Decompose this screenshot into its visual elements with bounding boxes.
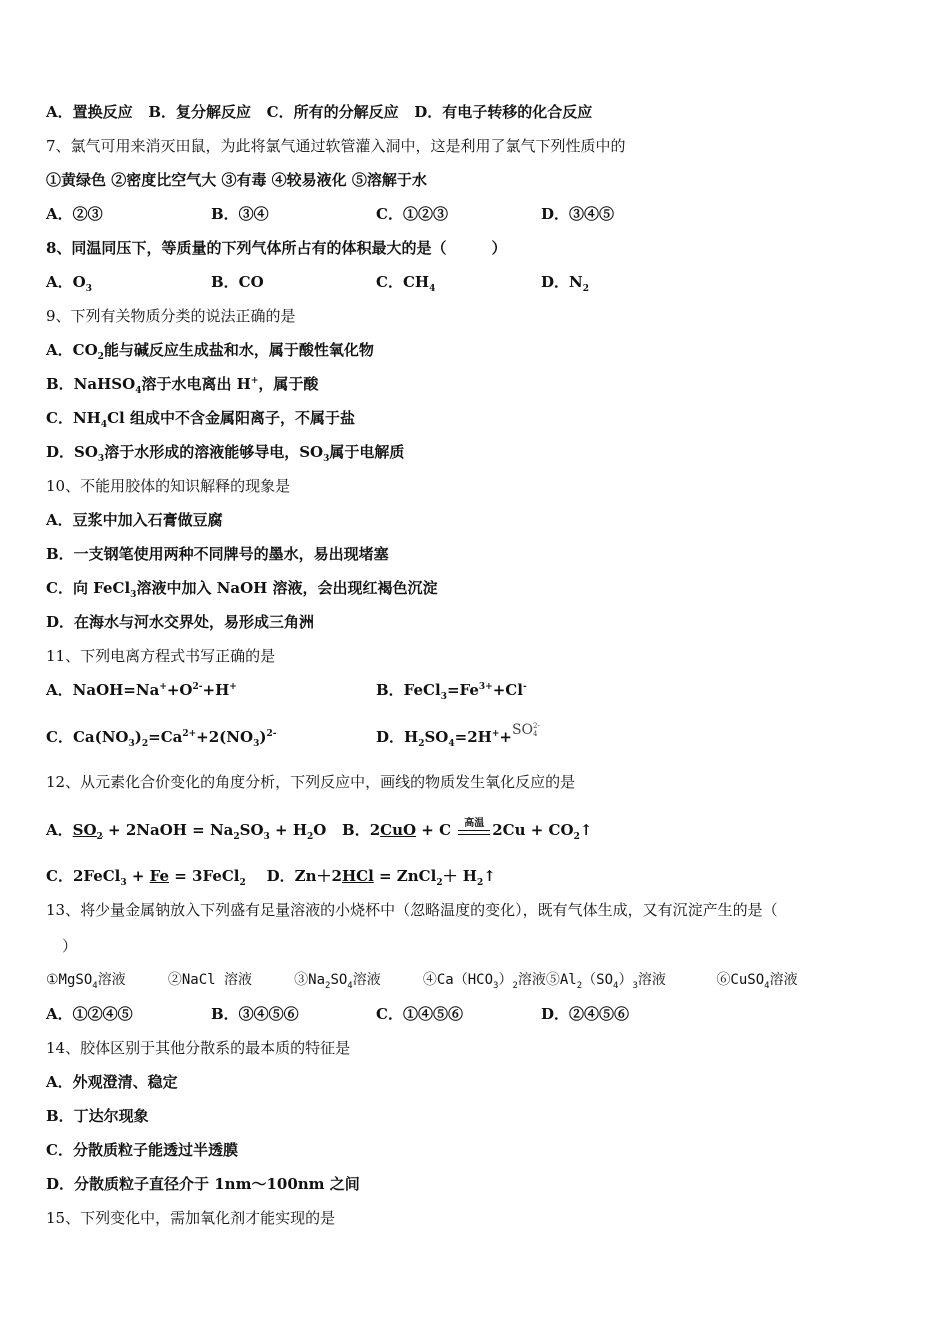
q8-option-c: [376, 272, 541, 292]
q12-c-pre: C．2FeCl: [46, 867, 121, 885]
q8-option-b: B．CO: [211, 273, 264, 291]
q13-s4-b: ）: [498, 972, 513, 988]
q12-b-rest3: ↑: [579, 821, 593, 839]
q13-s1-a: ①MgSO: [46, 972, 93, 988]
q12-d-underlined: HCl: [341, 867, 374, 885]
q13-s1-sub: 4: [92, 980, 98, 991]
q12-b-reaction-arrow: [458, 818, 490, 835]
q10-option-a: A．豆浆中加入石膏做豆腐: [46, 511, 223, 529]
q11-d-ion-sub: 4: [533, 730, 538, 738]
q13-solution-4: [422, 972, 546, 991]
q9-option-d: [46, 442, 404, 462]
q9-d-sub2: 3: [323, 454, 330, 464]
q9-d-sub: 3: [97, 454, 105, 464]
q12-b-rest: + C: [416, 821, 457, 839]
q13-solution-6: [716, 972, 798, 991]
q13-stem-end: ）: [62, 937, 78, 955]
q11-c-4: +2(NO: [196, 728, 254, 746]
q13-s6-b: 溶液: [769, 972, 798, 988]
q13-solutions: [46, 970, 798, 990]
q11-stem: 11、下列电离方程式书写正确的是: [46, 647, 276, 665]
q7-option-c: C．①②③: [376, 205, 448, 223]
q11-d-3: =2H: [454, 728, 492, 746]
q13-s3-c: 溶液: [352, 972, 381, 988]
q12-a-sub3: 3: [263, 832, 270, 842]
q12-a-underlined: [72, 821, 103, 842]
q10-option-d: D．在海水与河水交界处，易形成三角洲: [46, 613, 315, 631]
q8-a-text: A．O: [46, 273, 86, 291]
q13-s3-b: SO: [330, 972, 348, 988]
q9-c-1: C．NH: [46, 409, 101, 427]
q10-stem: 10、不能用胶体的知识解释的现象是: [46, 477, 291, 495]
q11-option-c: [46, 727, 376, 747]
q9-b-3: ，属于酸: [258, 375, 319, 393]
q12-stem: 12、从元素化合价变化的角度分析，下列反应中，画线的物质发生氧化反应的是: [46, 773, 576, 791]
q11-d-sup1: +: [491, 729, 500, 739]
q10-option-c: [46, 578, 438, 598]
q8-stem: 8、同温同压下，等质量的下列气体所占有的体积最大的是（ ）: [46, 239, 507, 257]
q11-c-sup1: 2+: [182, 729, 197, 739]
q6-option-a: A．置换反应: [46, 103, 133, 121]
q6-options: [46, 102, 592, 122]
q12-d-rest2: ＋ H: [442, 867, 477, 885]
q12-a-rest: + 2NaOH = Na: [102, 821, 234, 839]
q6-option-b: B．复分解反应: [148, 103, 251, 121]
q11-d-sulfate-ion: [512, 722, 540, 738]
q9-a-2: 能与碱反应生成盐和水，属于酸性氧化物: [103, 341, 374, 359]
q9-c-2: Cl 组成中不含金属阳离子，不属于盐: [107, 409, 355, 427]
q9-b-2: 溶于水电离出 H: [141, 375, 251, 393]
q7-options: [46, 204, 614, 224]
q13-s4-c: 溶液: [517, 972, 546, 988]
q12-d-rest3: ↑: [483, 867, 496, 885]
q12-b-condition: 高温: [464, 818, 485, 829]
q10-option-b: B．一支钢笔使用两种不同牌号的墨水，易出现堵塞: [46, 545, 389, 563]
q12-b-underlined: CuO: [380, 821, 417, 839]
q11-b-1: B．FeCl: [376, 681, 441, 699]
q12-c-sub1: 3: [120, 878, 127, 888]
q13-options: [46, 1004, 629, 1024]
q7-option-a: A．②③: [46, 205, 103, 223]
q12-c-mid: +: [126, 867, 150, 885]
q7-option-b: B．③④: [211, 205, 269, 223]
q8-option-a: [46, 272, 211, 292]
q13-s4-sub: 3: [493, 980, 499, 991]
q12-b-rest2: 2Cu + CO: [492, 821, 574, 839]
q11-options-ab: [46, 680, 527, 700]
q9-b-sup: +: [250, 376, 259, 386]
q13-option-a: A．①②④⑤: [46, 1005, 133, 1023]
q12-options-ab: [46, 820, 592, 840]
q12-a-rest4: O: [313, 821, 327, 839]
q12-d-rest: = ZnCl: [373, 867, 437, 885]
q13-s5-b: （SO: [582, 972, 614, 988]
q9-stem: 9、下列有关物质分类的说法正确的是: [46, 307, 296, 325]
q13-option-c: C．①④⑤⑥: [376, 1005, 463, 1023]
q12-a-rest3: + H: [269, 821, 307, 839]
q13-solution-5: [545, 972, 666, 991]
q9-a-sub: 2: [97, 352, 104, 362]
q11-a-3: +H: [202, 681, 230, 699]
q13-option-b: B．③④⑤⑥: [211, 1005, 299, 1023]
q14-option-b: B．丁达尔现象: [46, 1107, 149, 1125]
q13-solution-3: [294, 972, 381, 991]
q11-d-sub1: 2: [418, 739, 425, 749]
q13-solution-2: ②NaCl 溶液: [167, 972, 252, 988]
q13-s4-a: ④Ca（HCO: [422, 972, 494, 988]
q9-option-c: [46, 408, 355, 428]
q13-s5-c: ）: [618, 972, 633, 988]
q11-a-sup1: +: [159, 682, 167, 692]
q11-b-2: =Fe: [446, 681, 479, 699]
q9-c-sub: 4: [100, 420, 108, 430]
q12-c-sub2: 2: [239, 878, 246, 888]
q14-option-c: C．分散质粒子能透过半透膜: [46, 1141, 238, 1159]
q12-a-sub4: 2: [307, 832, 314, 842]
q7-option-d: D．③④⑤: [541, 205, 615, 223]
q9-option-a: [46, 340, 374, 360]
q12-options-cd: [46, 866, 496, 886]
q11-c-sub1: 3: [128, 739, 135, 749]
q13-solution-1: [46, 972, 126, 991]
q12-c-rest: = 3FeCl: [169, 867, 240, 885]
q9-b-1: B．NaHSO: [46, 375, 136, 393]
q13-s5-sub3: 3: [632, 980, 638, 991]
q6-option-d: D．有电子转移的化合反应: [414, 103, 593, 121]
q8-option-d: [541, 272, 589, 292]
q9-d-3: 属于电解质: [329, 443, 405, 461]
q8-d-text: D．N: [541, 273, 583, 291]
q11-options-cd: [46, 722, 540, 749]
q13-s3-sub: 2: [325, 980, 331, 991]
q12-d-sub1: 2: [436, 878, 443, 888]
q13-s1-b: 溶液: [97, 972, 126, 988]
q13-stem: 13、将少量金属钠放入下列盛有足量溶液的小烧杯中（忽略温度的变化），既有气体生成，又有沉淀产生的是（: [46, 901, 778, 919]
q11-b-sub: 3: [440, 692, 447, 702]
q13-s6-sub: 4: [764, 980, 770, 991]
q10-c-1: C．向 FeCl: [46, 579, 131, 597]
q11-a-2: +O: [166, 681, 193, 699]
q9-d-2: 溶于水形成的溶液能够导电，SO: [104, 443, 324, 461]
q12-a-u: SO: [72, 821, 97, 839]
q11-b-3: +Cl: [492, 681, 523, 699]
q6-option-c: C．所有的分解反应: [266, 103, 399, 121]
q11-c-2: ): [134, 728, 142, 746]
q15-stem: 15、下列变化中，需加氧化剂才能实现的是: [46, 1209, 336, 1227]
q11-d-ion-sup: 2-: [533, 722, 540, 730]
q8-options: [46, 272, 589, 292]
q11-c-sup2: 2-: [266, 729, 277, 739]
q11-b-sup1: 3+: [478, 682, 493, 692]
q9-a-1: A．CO: [46, 341, 98, 359]
q12-a-pre: A．: [46, 821, 73, 839]
q8-d-sub: 2: [582, 284, 589, 294]
q10-c-sub: 3: [130, 590, 137, 600]
q11-option-d: [376, 722, 540, 749]
q7-properties: ①黄绿色 ②密度比空气大 ③有毒 ④较易液化 ⑤溶解于水: [46, 171, 427, 189]
q11-d-ion-text: SO: [511, 722, 534, 738]
q12-b-sub: 2: [573, 832, 580, 842]
q11-a-1: A．NaOH=Na: [46, 681, 160, 699]
q12-a-u-sub: 2: [96, 832, 103, 842]
q13-s4-sub2: 2: [512, 980, 518, 991]
q9-b-sub: 4: [135, 386, 142, 396]
q13-option-d: D．②④⑤⑥: [541, 1005, 630, 1023]
q9-option-b: [46, 374, 318, 394]
q11-c-3: =Ca: [148, 728, 183, 746]
q9-d-1: D．SO: [46, 443, 98, 461]
q13-s3-a: ③Na: [294, 972, 326, 988]
q14-option-a: A．外观澄清、稳定: [46, 1073, 178, 1091]
q13-s5-a: ⑤Al: [545, 972, 577, 988]
q10-c-2: 溶液中加入 NaOH 溶液，会出现红褐色沉淀: [136, 579, 438, 597]
q8-c-text: C．CH: [376, 273, 430, 291]
q12-c-underlined: Fe: [149, 867, 170, 885]
q11-a-sup3: +: [229, 682, 237, 692]
q14-stem: 14、胶体区别于其他分散系的最本质的特征是: [46, 1039, 351, 1057]
q13-s3-sub2: 4: [347, 980, 353, 991]
q11-c-sub2: 2: [141, 739, 149, 749]
q13-s5-d: 溶液: [637, 972, 666, 988]
q11-b-sup2: -: [522, 682, 527, 692]
q8-c-sub: 4: [429, 284, 436, 294]
q11-d-4: +: [499, 728, 512, 746]
q11-c-sub3: 3: [253, 739, 260, 749]
q11-c-1: C．Ca(NO: [46, 728, 129, 746]
q11-d-sub2: 4: [448, 739, 455, 749]
q11-c-5: ): [259, 728, 267, 746]
q12-b-pre: B．2: [342, 821, 381, 839]
q7-stem: 7、氯气可用来消灭田鼠，为此将氯气通过软管灌入洞中，这是利用了氯气下列性质中的: [46, 137, 626, 155]
q11-option-a: [46, 680, 376, 700]
q12-d-pre: D．Zn＋2: [266, 867, 342, 885]
q11-option-b: [376, 680, 527, 700]
q13-s6-a: ⑥CuSO: [716, 972, 765, 988]
q11-a-sup2: 2-: [192, 682, 203, 692]
q8-a-sub: 3: [85, 284, 92, 294]
q14-option-d: D．分散质粒子直径介于 1nm～100nm 之间: [46, 1175, 360, 1193]
q12-d-sub2: 2: [476, 878, 484, 888]
q12-a-rest2: SO: [239, 821, 264, 839]
q12-a-sub2: 2: [233, 832, 240, 842]
q13-s5-sub2: 4: [613, 980, 619, 991]
q11-d-1: D．H: [376, 728, 419, 746]
q11-d-2: SO: [424, 728, 449, 746]
q13-s5-sub: 2: [576, 980, 583, 991]
